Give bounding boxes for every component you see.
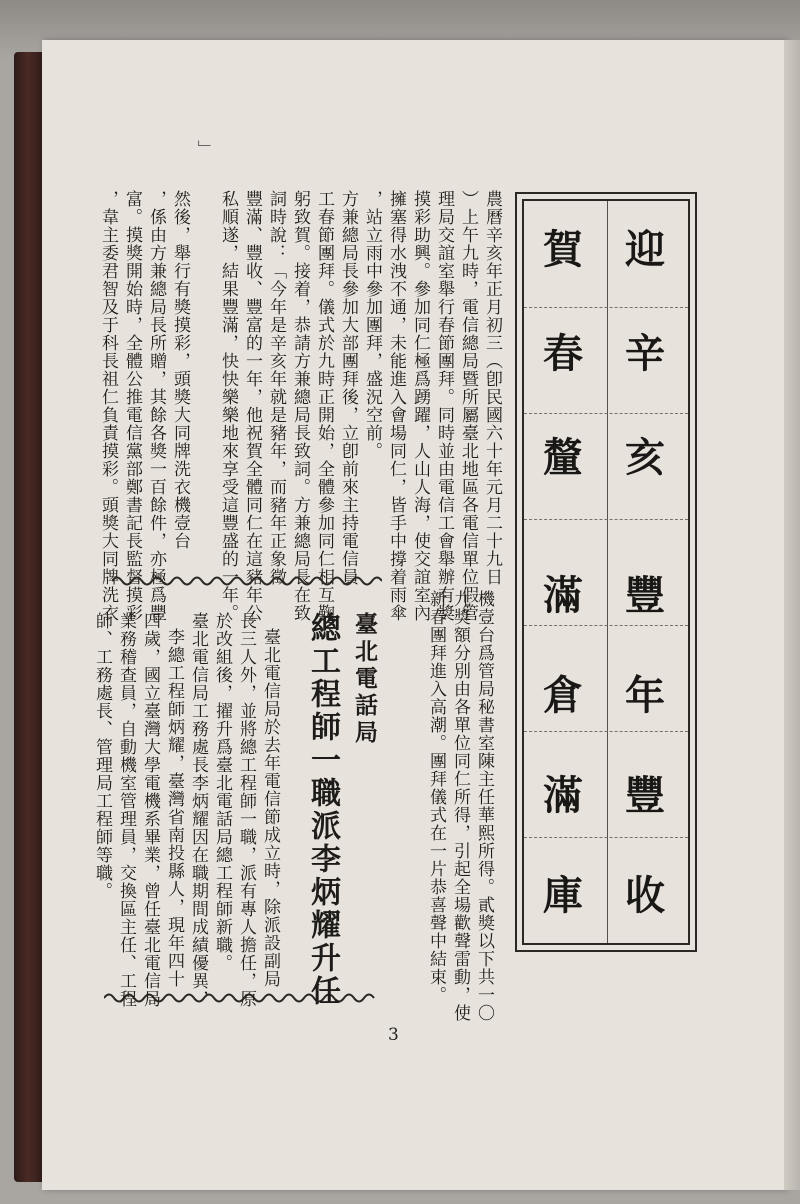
greeting-char: 倉: [543, 673, 583, 719]
text-column: ，係由方兼總局長所贈，其餘各獎一百餘件，亦極爲豐: [146, 190, 166, 622]
greeting-char: 釐: [543, 435, 583, 481]
greeting-char: 賀: [543, 227, 583, 273]
text-column: 躬致賀。接着，恭請方兼總局長致詞。方兼總局長在致: [290, 190, 310, 622]
text-column: 九獎額分別由各單位同仁所得，引起全場歡聲雷動，使: [450, 590, 470, 1022]
text-column: ，站立雨中參加團拜，盛況空前。: [362, 190, 382, 460]
greeting-cell-line: [524, 519, 688, 520]
greeting-char: 滿: [543, 573, 583, 619]
wavy-divider-top: [112, 574, 382, 588]
greeting-char: 辛: [625, 331, 665, 377]
text-column: 臺北電信局於去年電信節成立時，除派設副局: [260, 628, 280, 988]
greeting-cell-line: [524, 413, 688, 414]
text-column: 臺北電信局工務處長李炳耀因在職期間成績優異，: [188, 612, 208, 1008]
text-column: 摸彩助興。參加同仁極爲踴躍，人山人海，使交誼室內: [410, 190, 430, 622]
article-headline: 總工程師一職派李炳耀升任: [305, 612, 340, 1008]
text-column: 豐滿、豐收、豐富的一年，他祝賀全體同仁在這豬年公: [242, 190, 262, 622]
greeting-box-divider: [607, 201, 608, 943]
greeting-char: 滿: [543, 773, 583, 819]
greeting-char: 亥: [625, 435, 665, 481]
text-column: 詞時說：「今年是辛亥年就是豬年，而豬年正象徵: [266, 190, 286, 586]
text-column: 業務稽查員，自動機室管理員，交換區主任、工程: [116, 612, 136, 1008]
text-column: 方兼總局長參加大部團拜後，立卽前來主持電信員: [338, 190, 358, 586]
greeting-char: 春: [543, 331, 583, 377]
text-column: 理局交誼室舉行春節團拜。同時並由電信工會舉辦有獎: [434, 190, 454, 622]
text-column: 四歲，國立臺灣大學電機系畢業，曾任臺北電信局: [140, 612, 160, 1008]
text-column: 農曆辛亥年正月初三（卽民國六十年元月二十九日: [482, 190, 502, 586]
text-column: 機壹台爲管局秘書室陳主任華熙所得。貳獎以下共一〇: [474, 590, 494, 1022]
text-column: 於改組後，擢升爲臺北電話局總工程師新職。: [212, 612, 232, 972]
page-number: 3: [388, 1025, 399, 1045]
new-year-greeting-box: [515, 192, 697, 952]
greeting-char: 年: [625, 673, 665, 719]
greeting-cell-line: [524, 307, 688, 308]
text-column: 新春團拜進入高潮。團拜儀式在一片恭喜聲中結束。: [426, 590, 446, 1004]
article-headline-small: 臺北電話局: [351, 612, 377, 747]
greeting-cell-line: [524, 837, 688, 838]
greeting-char: 收: [625, 873, 665, 919]
text-column: 工春節團拜。儀式於九時正開始，全體參加同仁相互鞠: [314, 190, 334, 622]
greeting-char: 豐: [625, 773, 665, 819]
text-column: 然後，舉行有獎摸彩，頭獎大同牌洗衣機壹台: [170, 190, 190, 550]
text-column: ）上午九時，電信總局暨所屬臺北地區各電信單位假管: [458, 190, 478, 622]
greeting-cell-line: [524, 731, 688, 732]
greeting-char: 迎: [625, 227, 665, 273]
text-column: 長三人外，並將總工程師一職，派有專人擔任，原: [236, 612, 256, 1008]
text-column: ，韋主委君智及于科長祖仁負責摸彩。頭獎大同牌洗衣: [98, 190, 118, 622]
text-column: 李總工程師炳耀，臺灣省南投縣人，現年四十: [164, 628, 184, 988]
text-column: 師、工務處長、管理局工程師等職。: [92, 612, 112, 900]
text-column: 」: [194, 140, 214, 158]
page-edge: [784, 40, 800, 1190]
greeting-char: 庫: [543, 873, 583, 919]
greeting-char: 豐: [625, 573, 665, 619]
text-column: 富。摸獎開始時，全體公推電信黨部鄭書記長監督摸彩: [122, 190, 142, 622]
text-column: 擁塞得水洩不通，未能進入會場同仁，皆手中撐着雨傘: [386, 190, 406, 622]
text-column: 私順遂，結果豐滿，快快樂樂地來享受這豐盛的一年。: [218, 190, 238, 622]
greeting-cell-line: [524, 625, 688, 626]
